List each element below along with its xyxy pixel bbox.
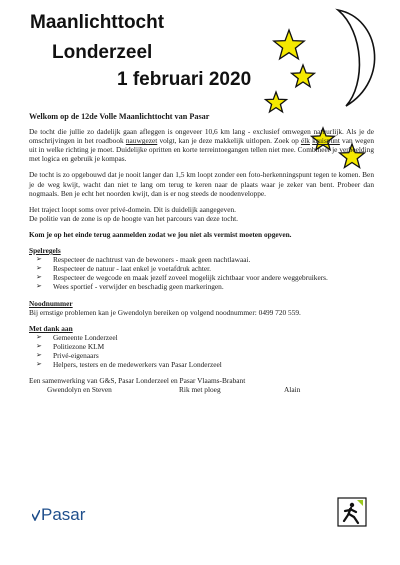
privacy-paragraph: Het traject loopt soms over privé-domein. Dit is duidelijk aangegeven. De politie van de zone is op de hoogte van het parcours van deze tocht. [29,204,239,223]
noodnummer-text: Bij ernstige problemen kan je Gwendolyn bereiken op volgend noodnummer: 0499 720 559. [29,307,301,317]
star-icon [274,30,304,59]
title-line-1: Maanlichttocht [30,12,165,33]
signature-name: Alain [284,385,301,395]
star-icon [292,65,315,87]
title-line-2: Londerzeel [52,42,153,63]
list-item: ➢ Wees sportief - verwijder en beschadig geen markeringen. [29,282,374,291]
samenwerking-text: Een samenwerking van G&S, Pasar Londerzeel en Pasar Vlaams-Brabant [29,376,246,386]
list-item: ➢ Respecteer de wegcode en maak jezelf zoveel mogelijk zichtbaar voor andere weggebruikers. [29,273,374,282]
intro-paragraph: De tocht die jullie zo dadelijk gaan afleggen is ongeveer 10,6 km lang - exclusief omwegen natuurlijk. Als je de omschrijvingen in het roadbook nauwgezet volgt, kan je deze makkelijk uitlopen. Zoek op élk kruispunt van wegen uit in welke richting je moet. Duidelijke opritten en korte terreintoegangen tellen niet mee. Combineer je verbeelding met logica en gebruik je kompas. [29,127,374,164]
list-item: ➢ Respecteer de natuur - laat enkel je voetafdruk achter. [29,264,374,273]
signature-name: Rik met ploeg [179,385,221,395]
list-item: ➢ Respecteer de nachtrust van de bewoners - maak geen nachtlawaai. [29,255,374,264]
pasar-mark-icon [32,510,40,521]
list-item: ➢ Privé-eigenaars [29,351,374,360]
title-line-3: 1 februari 2020 [117,69,252,90]
dank-heading: Met dank aan [29,323,73,333]
list-item: ➢ Helpers, testers en de medewerkers van Pasar Londerzeel [29,360,374,369]
star-icon [266,92,287,112]
signature-row [29,385,374,394]
noodnummer-heading: Noodnummer [29,298,73,308]
pasar-logo: Pasar [32,505,85,525]
spelregels-heading: Spelregels [29,246,61,256]
document-body [29,112,374,394]
walker-icon [337,497,367,527]
dank-list [29,333,374,369]
spelregels-list [29,255,374,291]
checkin-notice: Kom je op het einde terug aanmelden zodat we jou niet als vermist moeten opgeven. [29,229,292,239]
route-paragraph: De tocht is zo opgebouwd dat je nooit langer dan 1,5 km loopt zonder een foto-herkenningspunt tegen te komen. Ben je de weg kwijt, wacht dan niet te lang om terug te keren naar de plaats waar je zeker van bent. Probeer dan nogmaals. Ben je echt het noorden kwijt, dan is er nog steeds de noodenveloppe. [29,170,374,198]
welcome-heading: Welkom op de 12de Volle Maanlichttocht van Pasar [29,112,210,121]
signature-name: Gwendolyn en Steven [47,385,112,395]
moon-icon [338,10,375,106]
list-item: ➢ Politiezone KLM [29,342,374,351]
list-item: ➢ Gemeente Londerzeel [29,333,374,342]
